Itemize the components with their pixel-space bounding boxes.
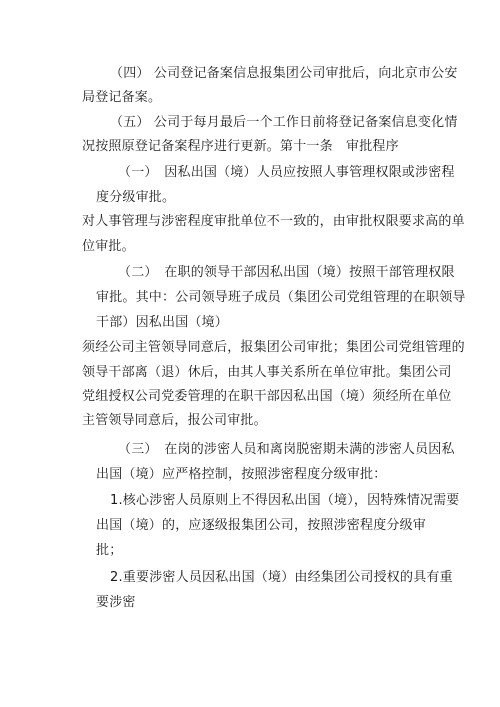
text-line: （四） 公司登记备案信息报集团公司审批后，向北京市公安 [110, 66, 458, 81]
text-line: 批； [96, 543, 123, 558]
text-line: 审批。其中：公司领导班子成员（集团公司党组管理的在职领导 [96, 290, 466, 305]
text-line: （一） 因私出国（境）人员应按照人事管理权限或涉密程 [118, 165, 455, 180]
text-line: 对人事管理与涉密程度审批单位不一致的，由审批权限要求高的单 [82, 214, 465, 229]
text-line: 出国（境）应严格控制，按照涉密程度分级审批： [96, 467, 387, 482]
text-line: 干部）因私出国（境） [96, 315, 229, 330]
text-line: 2.重要涉密人员因私出国（境）由经集团公司授权的具有重 [110, 570, 453, 585]
text-line: （二） 在职的领导干部因私出国（境）按照干部管理权限 [118, 265, 455, 280]
text-line: 度分级审批。 [96, 190, 176, 205]
text-line: 主管领导同意后，报公司审批。 [82, 413, 267, 428]
text-line: 1.核心涉密人员原则上不得因私出国（境），因特殊情况需要 [110, 493, 460, 508]
text-line: 局登记备案。 [82, 90, 162, 105]
text-line: （三） 在岗的涉密人员和离岗脱密期未满的涉密人员因私 [118, 442, 455, 457]
text-line: 况按照原登记备案程序进行更新。第十一条 审批程序 [82, 139, 399, 154]
text-line: 要涉密 [96, 595, 136, 610]
text-line: 须经公司主管领导同意后，报集团公司审批；集团公司党组管理的 [82, 340, 465, 355]
text-line: （五） 公司于每月最后一个工作日前将登记备案信息变化情 [110, 115, 458, 130]
text-line: 领导干部离（退）休后，由其人事关系所在单位审批。集团公司 [82, 365, 452, 380]
text-line: 出国（境）的，应逐级报集团公司，按照涉密程度分级审 [96, 518, 427, 533]
text-line: 位审批。 [82, 239, 135, 254]
text-line: 党组授权公司党委管理的在职干部因私出国（境）须经所在单位 [82, 389, 452, 404]
